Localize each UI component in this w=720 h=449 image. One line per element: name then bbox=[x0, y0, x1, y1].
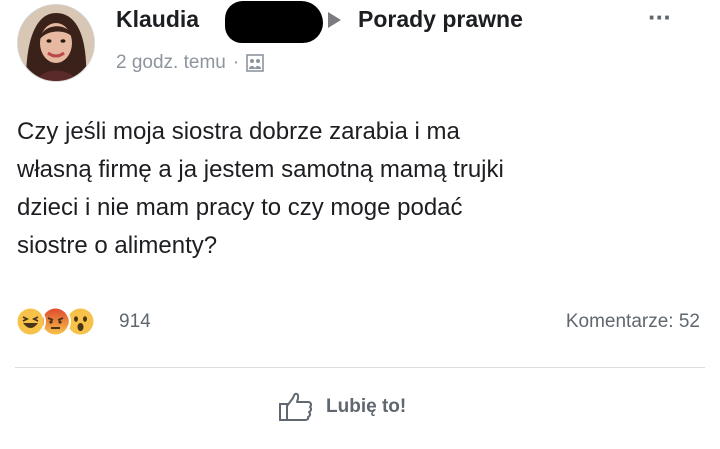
redaction-blot bbox=[225, 1, 323, 43]
reactions-summary[interactable] bbox=[15, 306, 90, 336]
author-name[interactable]: Klaudia bbox=[116, 6, 200, 32]
group-name[interactable]: Porady prawne bbox=[358, 6, 523, 32]
post-text bbox=[17, 113, 707, 265]
divider bbox=[15, 367, 705, 368]
thumbs-up-icon bbox=[278, 392, 314, 422]
post-text-line: siostre o alimenty? bbox=[17, 232, 218, 259]
audience-group-icon[interactable] bbox=[246, 54, 264, 72]
shared-to-arrow-icon bbox=[328, 12, 341, 28]
meta-separator: · bbox=[232, 52, 240, 73]
reaction-count[interactable]: 914 bbox=[119, 311, 151, 332]
more-options-icon[interactable]: ··· bbox=[648, 2, 671, 32]
haha-icon bbox=[15, 306, 46, 337]
post-text-line: dzieci i nie mam pracy to czy moge podać bbox=[17, 194, 463, 221]
timestamp[interactable]: 2 godz. temu bbox=[116, 52, 226, 73]
post-text-line: własną firmę a ja jestem samotną mamą trujki bbox=[17, 156, 504, 183]
like-label: Lubię to! bbox=[326, 396, 407, 417]
post-text-line: Czy jeśli moja siostra dobrze zarabia i ma bbox=[17, 118, 460, 145]
post-meta bbox=[116, 52, 264, 74]
comment-count[interactable]: Komentarze: 52 bbox=[565, 311, 700, 332]
author-avatar[interactable] bbox=[17, 4, 95, 82]
avatar-photo bbox=[18, 5, 94, 81]
like-button[interactable] bbox=[278, 392, 406, 422]
